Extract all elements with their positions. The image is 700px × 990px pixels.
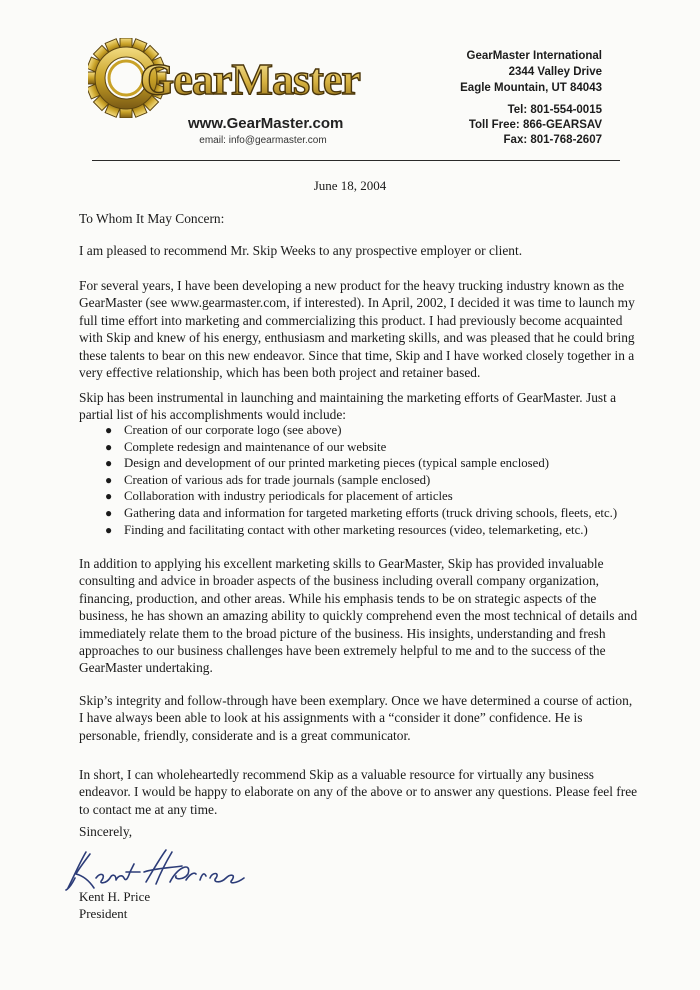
bullet-icon: ●	[105, 439, 113, 454]
fax: Fax: 801-768-2607	[503, 134, 602, 146]
bullet-icon: ●	[105, 505, 113, 520]
toll-free: Toll Free: 866-GEARSAV	[468, 119, 602, 131]
signer-title: President	[79, 906, 128, 921]
logo-graphic	[88, 38, 378, 118]
bullet-icon: ●	[105, 423, 113, 437]
paragraph-2: For several years, I have been developing a new product for the heavy trucking industry known as the GearMaster (see www.gearmaster.com, if interested). In April, 2002, I decided it was time to launch my full time effort into marketing and commercializing this product. I had previously become acquainted with Skip and knew of his energy, enthusiasm and marketing skills, and was pleased that he could bring these talents to bear on this new endeavor. Since that time, Skip and I have worked closely together in a very effective relationship, which has been both project and retainer based.	[79, 278, 635, 381]
email-address: email: info@gearmaster.com	[199, 135, 327, 146]
website-url: www.GearMaster.com	[188, 115, 344, 132]
company-address	[460, 48, 602, 96]
city-state-zip: Eagle Mountain, UT 84043	[460, 82, 602, 94]
accomplishments-list	[105, 422, 665, 538]
paragraph-4: In addition to applying his excellent marketing skills to GearMaster, Skip has provided invaluable consulting and advice in broader aspects of the business including overall company organization, financing, production, and other areas. While his emphasis tends to be on strategic aspects of the business, he has shown an amazing ability to quickly comprehend even the most technical of details and immediately relate them to the broad picture of the business. His insights, understanding and fresh approaches to our business challenges have been extremely helpful to me and to the success of the GearMaster undertaking.	[79, 556, 638, 676]
paragraph-6: In short, I can wholeheartedly recommend Skip as a valuable resource for virtually any business endeavor. I would be happy to elaborate on any of the above or to answer any questions. Please feel free to contact me at any time.	[79, 767, 638, 817]
handwritten-signature	[60, 848, 250, 894]
telephone: Tel: 801-554-0015	[507, 104, 602, 116]
bullet-icon: ●	[105, 456, 113, 471]
list-item: ● Creation of our corporate logo (see above)	[105, 423, 342, 437]
list-item: ● Collaboration with industry periodicals for placement of articles	[105, 489, 453, 504]
closing: Sincerely,	[79, 824, 133, 839]
list-item: ● Gathering data and information for targeted marketing efforts (truck driving schools, fleets, etc.)	[105, 505, 618, 520]
company-name: GearMaster International	[466, 50, 602, 62]
list-item: ● Creation of various ads for trade journals (sample enclosed)	[105, 472, 431, 487]
street-address: 2344 Valley Drive	[508, 66, 602, 78]
list-item: ● Finding and facilitating contact with other marketing resources (video, telemarketing, etc.)	[105, 522, 588, 537]
bullet-icon: ●	[105, 522, 113, 537]
logo-wordmark: GearMaster	[140, 55, 361, 104]
letterhead-divider	[92, 160, 620, 161]
bullet-icon: ●	[105, 472, 113, 487]
paragraph-5: Skip’s integrity and follow-through have been exemplary. Once we have determined a course of action, I have always been able to look at his assignments with a “consider it done” confidence. He is personable, friendly, considerate and is a great communicator.	[79, 693, 633, 743]
salutation: To Whom It May Concern:	[79, 211, 225, 226]
signer-name: Kent H. Price	[79, 889, 151, 904]
gearmaster-logo	[88, 38, 378, 146]
list-item: ● Complete redesign and maintenance of our website	[105, 439, 387, 454]
bullet-icon: ●	[105, 489, 113, 504]
letter-date: June 18, 2004	[313, 178, 387, 193]
contact-numbers	[469, 103, 602, 148]
list-item: ● Design and development of our printed marketing pieces (typical sample enclosed)	[105, 456, 550, 471]
paragraph-3: Skip has been instrumental in launching and maintaining the marketing efforts of GearMaster. Just a partial list of his accomplishments would include:	[79, 390, 617, 423]
paragraph-1: I am pleased to recommend Mr. Skip Weeks to any prospective employer or client.	[79, 243, 523, 258]
